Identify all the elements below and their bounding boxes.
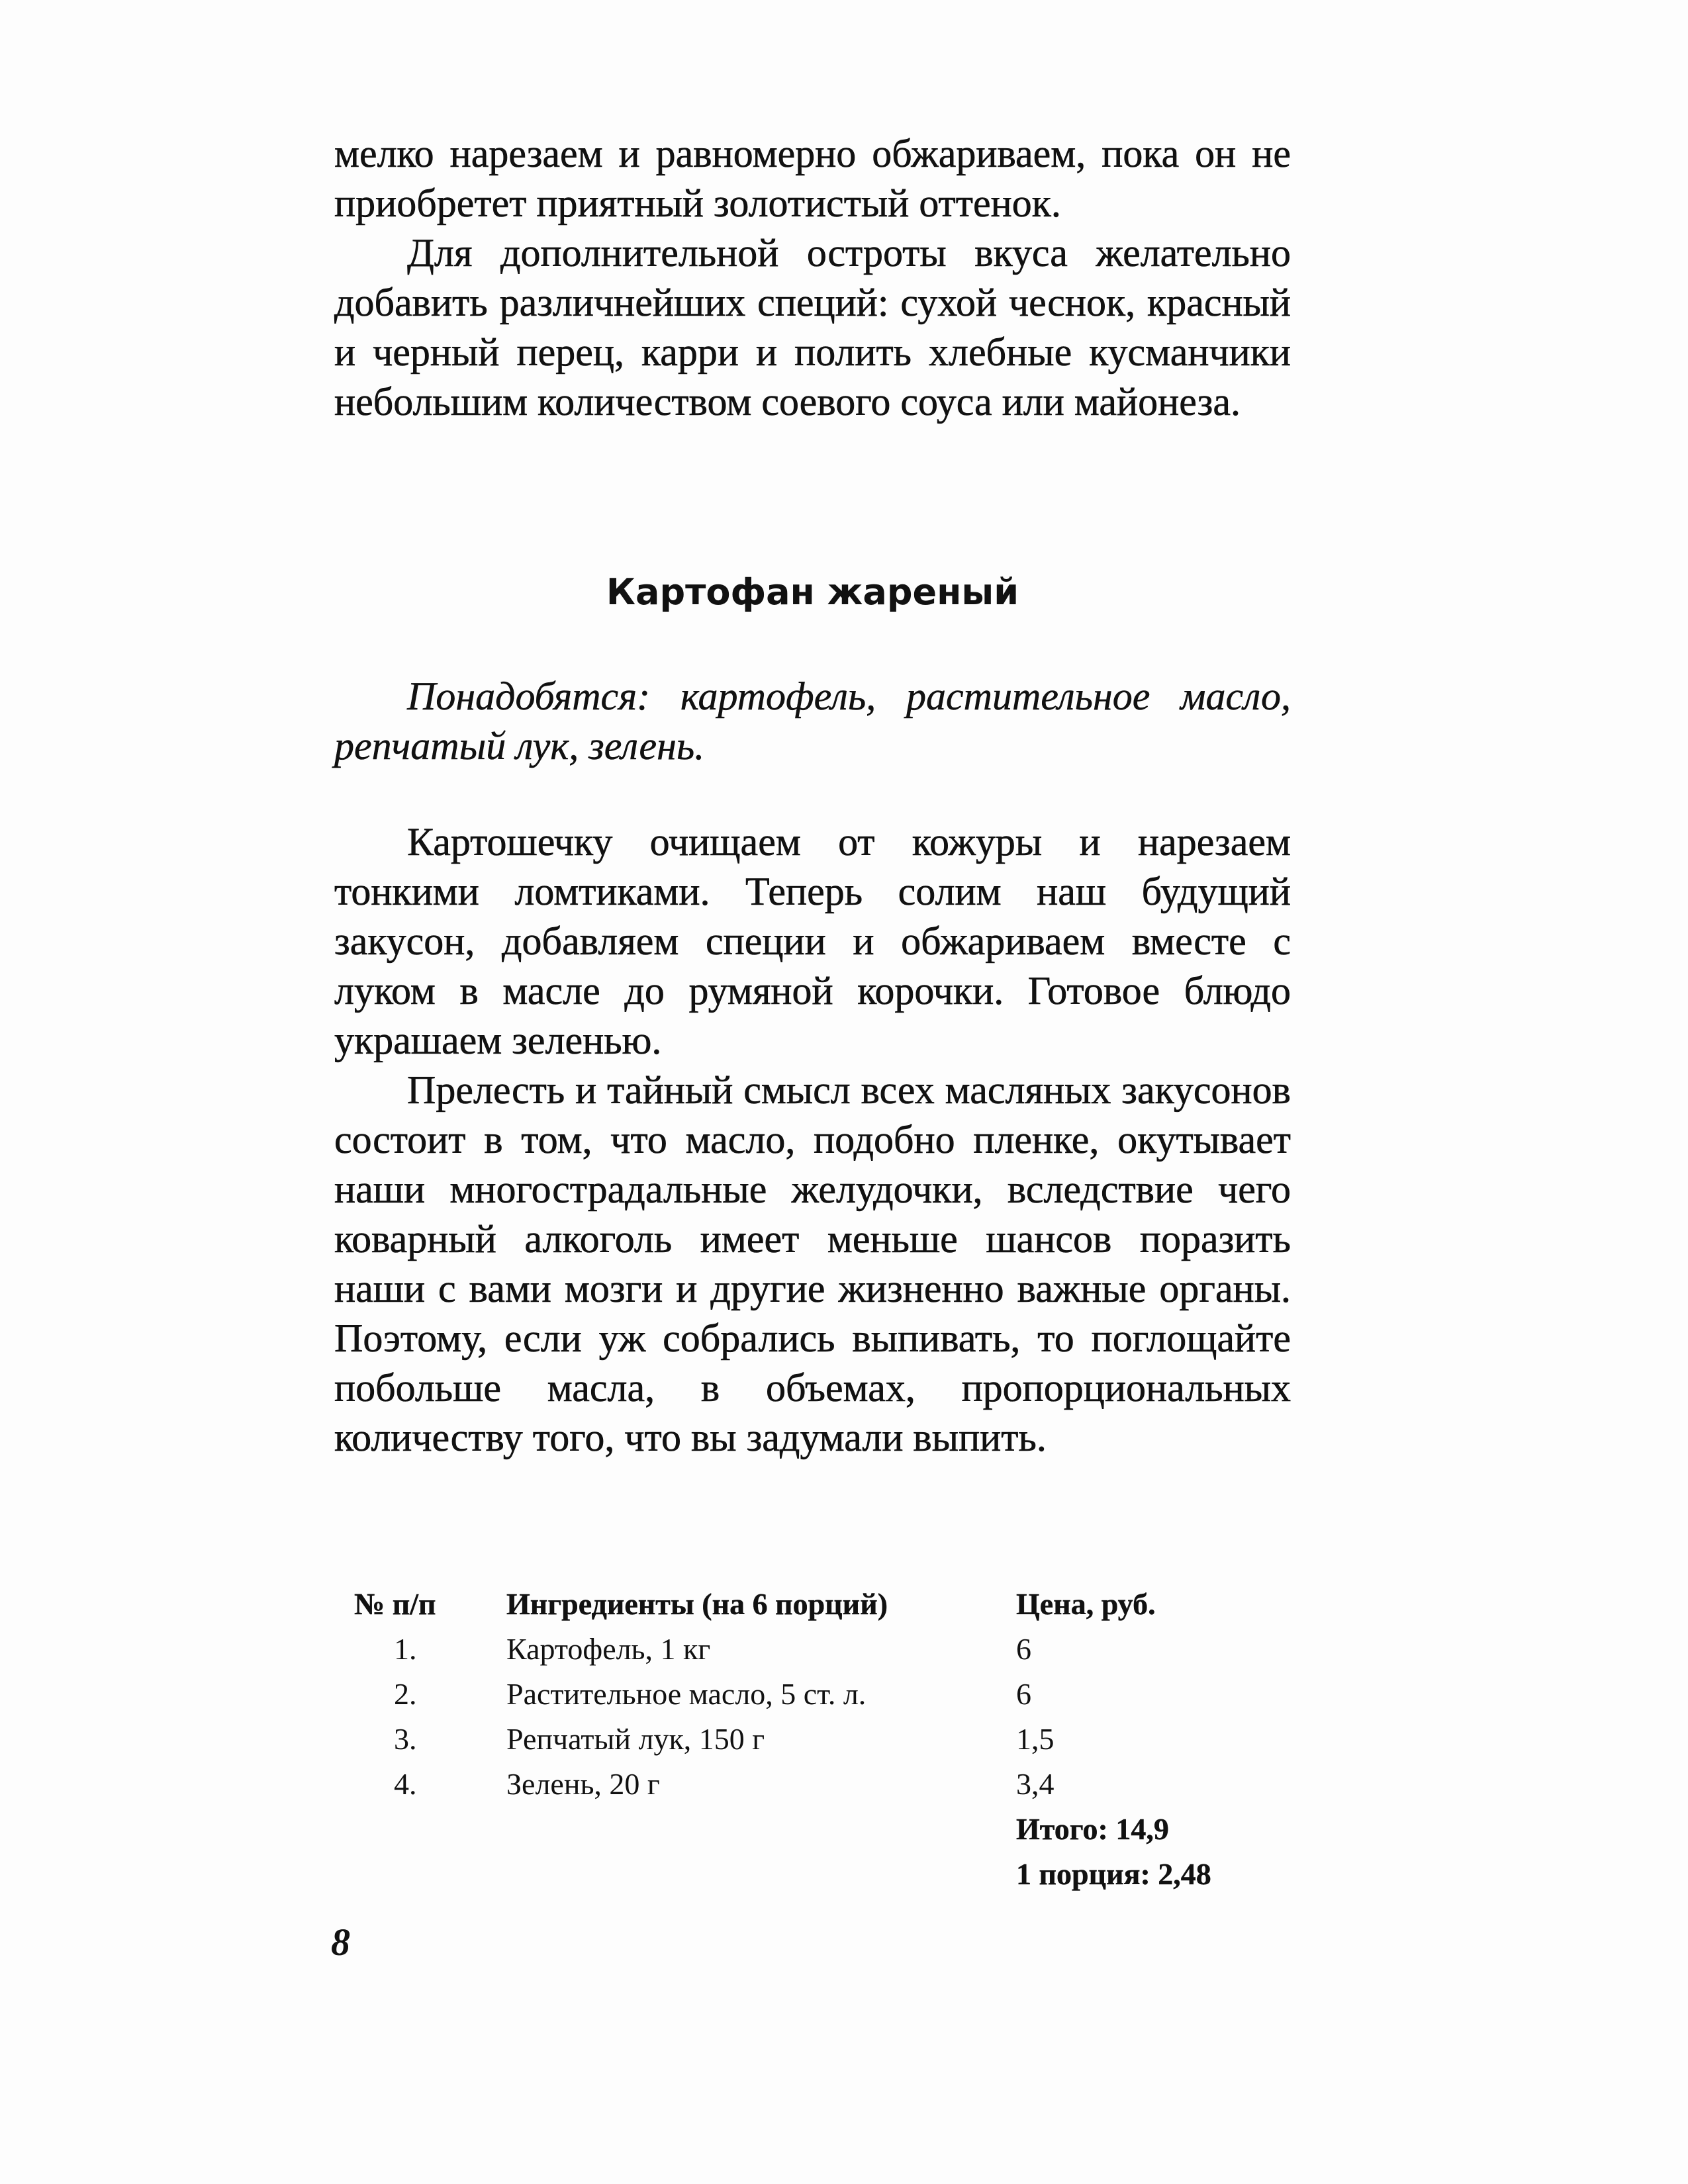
method-paragraph-cooking: Картошечку очищаем от кожуры и нарезаем тонкими ломтиками. Теперь солим наш будущий закусон, добавляем специи и обжариваем вместе с луком в масле до румяной корочки. Готовое блюдо украшаем зеленью. (334, 820, 1291, 1062)
row-ingredient: Зелень, 20 г (506, 1767, 660, 1801)
recipe-needs: Понадобятся: картофель, растительное масло, репчатый лук, зелень. (334, 674, 1291, 768)
table-portion-row (354, 1852, 1281, 1897)
row-ingredient: Картофель, 1 кг (506, 1632, 711, 1666)
table-row (354, 1627, 1281, 1672)
total-price: Итого: 14,9 (1016, 1812, 1169, 1846)
table-header-row (354, 1582, 1281, 1627)
recipe-method-block (334, 817, 1291, 1463)
intro-paragraph-continued: мелко нарезаем и равномерно обжариваем, пока он не приобретет приятный золотистый оттенок. (334, 132, 1291, 225)
row-num: 3. (394, 1722, 417, 1756)
empty-cell (354, 1807, 506, 1852)
table-row (354, 1672, 1281, 1717)
empty-cell (354, 1852, 506, 1897)
portion-price: 1 порция: 2,48 (1016, 1857, 1211, 1891)
header-price: Цена, руб. (1016, 1587, 1156, 1621)
row-ingredient: Репчатый лук, 150 г (506, 1722, 765, 1756)
table-total-row (354, 1807, 1281, 1852)
row-num: 1. (394, 1632, 417, 1666)
method-paragraph-oil: Прелесть и тайный смысл всех масляных закусонов состоит в том, что масло, подобно пленке, окутывает наши многострадальные желудочки, вследствие чего коварный алкоголь имеет меньше шансов поразить наши с вами мозги и другие жизненно важные органы. Поэтому, если уж собрались выпивать, то поглощайте побольше масла, в объемах, пропорциональных количеству того, что вы задумали выпить. (334, 1068, 1291, 1459)
empty-cell (506, 1852, 1016, 1897)
header-ingredients: Ингредиенты (на 6 порций) (506, 1587, 888, 1621)
intro-text-block (334, 129, 1291, 427)
page-number: 8 (331, 1921, 350, 1964)
row-price: 6 (1016, 1632, 1031, 1666)
row-price: 1,5 (1016, 1722, 1055, 1756)
intro-paragraph-spices: Для дополнительной остроты вкуса желательно добавить различнейших специй: сухой чеснок, красный и черный перец, карри и полить хлебные кусманчики небольшим количеством соевого соуса или майонеза. (334, 231, 1291, 424)
row-num: 4. (394, 1767, 417, 1801)
table-row (354, 1717, 1281, 1762)
row-price: 3,4 (1016, 1767, 1055, 1801)
row-price: 6 (1016, 1677, 1031, 1711)
table-row (354, 1762, 1281, 1807)
empty-cell (506, 1807, 1016, 1852)
recipe-title: Картофан жареный (606, 571, 1019, 613)
header-num: № п/п (354, 1587, 436, 1621)
row-ingredient: Растительное масло, 5 ст. л. (506, 1677, 867, 1711)
row-num: 2. (394, 1677, 417, 1711)
ingredients-table (354, 1582, 1281, 1897)
